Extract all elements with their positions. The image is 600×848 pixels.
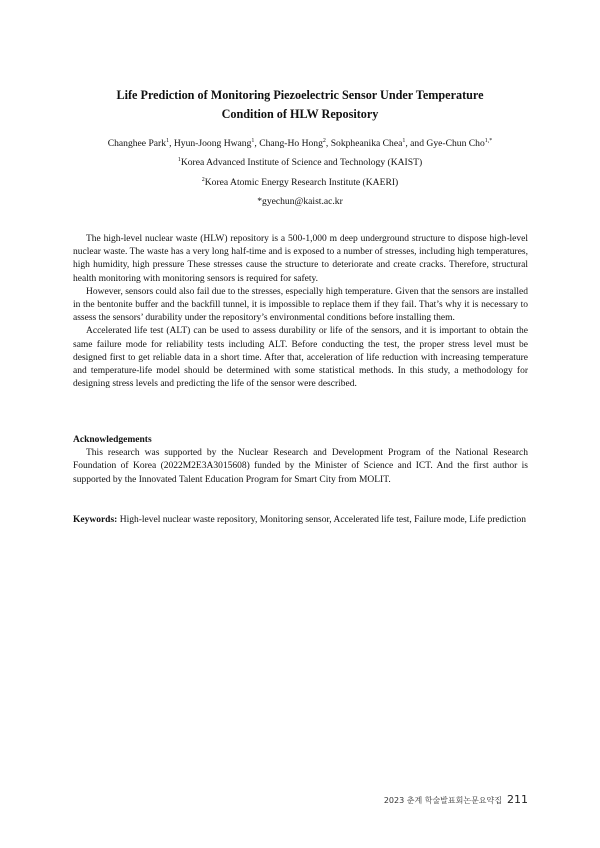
paragraph: However, sensors could also fail due to the stresses, especially high temperature. Given that the sensors are installed in the bentonite buffer and the backfill tunnel, it is impossible to replace them if they fail. That’s why it is necessary to assess the sensors’ durability under the repository’s environmental conditions before installing them. xyxy=(73,286,528,324)
page-footer xyxy=(384,793,528,806)
page-number: 211 xyxy=(507,793,528,806)
proceedings-title: 2023 춘계 학술발표회논문요약집 xyxy=(383,796,502,805)
author: Hyun-Joong Hwang$^1$, xyxy=(173,138,260,149)
title-line-2: Condition of HLW Repository xyxy=(221,106,379,121)
keywords-label: Keywords: xyxy=(73,515,118,525)
title-line-1: Life Prediction of Monitoring Piezoelectric Sensor Under Temperature xyxy=(116,88,484,102)
author: Sokpheanika Chea$^1$, and xyxy=(330,138,427,149)
affiliation-1: $^1$Korea Advanced Institute of Science and Technology (KAIST) xyxy=(177,157,423,168)
author: Chang-Ho Hong$^2$, xyxy=(259,138,331,149)
acknowledgements-text: This research was supported by the Nuclear Research and Development Program of the National Research Foundation of Korea (2022M2E3A3015608) funded by the Minister of Science and ICT. And the first author is supported by the Innovated Talent Education Program for Smart City from MOLIT. xyxy=(73,448,528,485)
author: Gye-Chun Cho$^{1,*}$ xyxy=(426,138,493,149)
keywords-section xyxy=(73,514,528,527)
paper-title xyxy=(90,86,510,123)
corresponding-email: *gyechun@kaist.ac.kr xyxy=(257,196,343,207)
paragraph: Accelerated life test (ALT) can be used to assess durability or life of the sensors, and it is important to obtain the same failure mode for reliability tests including ALT. Before conducting the test, the proper stress level must be designed first to get reliable data in a short time. After that, acceleration of life reduction with increasing temperature and temperature-life model should be determined with some statistical methods. In this study, a methodology for designing stress levels and predicting the life of the sensor were described. xyxy=(73,326,528,390)
author-list xyxy=(40,138,560,150)
keywords-text: High-level nuclear waste repository, Monitoring sensor, Accelerated life test, Failure mode, Life prediction xyxy=(119,515,527,525)
acknowledgements-heading: Acknowledgements xyxy=(73,435,152,445)
author: Changhee Park$^1$, xyxy=(107,138,174,149)
affiliation-2: $^2$Korea Atomic Energy Research Institute (KAERI) xyxy=(201,177,399,188)
acknowledgements-section xyxy=(73,434,528,487)
abstract-body xyxy=(73,233,528,391)
paragraph: The high-level nuclear waste (HLW) repository is a 500-1,000 m deep underground structure to dispose high-level nuclear waste. The waste has a very long half-time and is exposed to a number of stresses, including high temperatures, high humidity, high pressure These stresses cause the structure to deteriorate and create cracks. Therefore, structural health monitoring with monitoring sensors is required for safety. xyxy=(73,234,528,284)
